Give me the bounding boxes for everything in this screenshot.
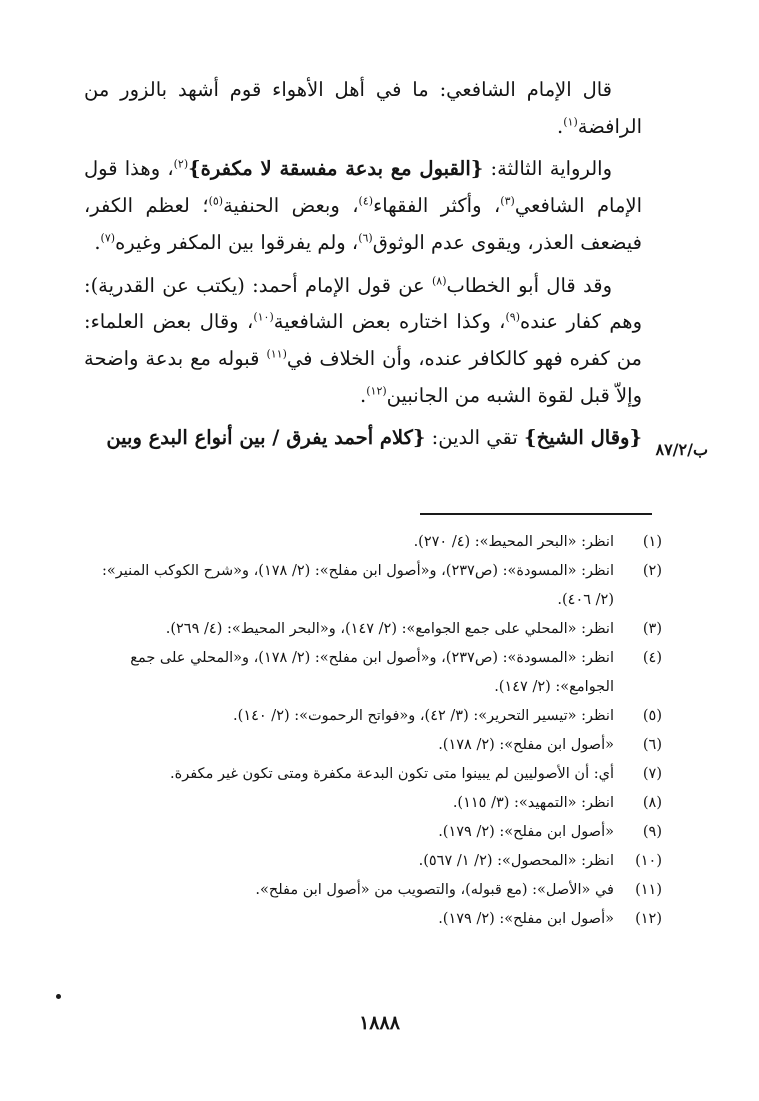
footnote-text: «أصول ابن مفلح»: (٢/ ١٧٩). bbox=[438, 824, 614, 840]
footnote-number: (٤) bbox=[642, 650, 662, 666]
footnote-text: انظر: «تيسير التحرير»: (٣/ ٤٢)، و«فواتح الرحموت»: (٢/ ١٤٠). bbox=[233, 708, 614, 724]
footnote-text: انظر: «المسودة»: (ص٢٣٧)، و«أصول ابن مفلح»: (٢/ ١٧٨)، و«المحلي على جمع الجوامع»: (٢/ ١٤٧). bbox=[130, 650, 614, 695]
footnote-number: (٦) bbox=[642, 737, 662, 753]
page-number: ١٨٨٨ bbox=[359, 1012, 400, 1034]
bold-quote: {وقال الشيخ} bbox=[524, 426, 642, 450]
footnote-ref-11: (١١) bbox=[266, 347, 287, 361]
footnote-text: انظر: «البحر المحيط»: (٤/ ٢٧٠). bbox=[413, 534, 614, 550]
footnote-number: (٢) bbox=[642, 563, 662, 579]
footnote bbox=[84, 876, 662, 905]
footnote-text: انظر: «المسودة»: (ص٢٣٧)، و«أصول ابن مفلح»: (٢/ ١٧٨)، و«شرح الكوكب المنير»: (٢/ ٤٠٦). bbox=[101, 563, 614, 608]
footnote-ref-1: (١) bbox=[563, 115, 578, 129]
footnote-ref-5: (٥) bbox=[208, 194, 224, 208]
footnote bbox=[84, 528, 662, 557]
footnote bbox=[84, 789, 662, 818]
footnote bbox=[84, 818, 662, 847]
paragraph-text: قبوله مع بدعة واضحة وإلاّ قبل لقوة الشبه من الجانبين bbox=[84, 346, 642, 407]
footnote-ref-3: (٣) bbox=[500, 194, 515, 208]
paragraph-text: ، وبعض الحنفية bbox=[223, 194, 359, 218]
paragraph-text: وقد قال أبو الخطاب bbox=[446, 273, 612, 297]
footnote-number: (١٢) bbox=[635, 911, 662, 927]
paragraph-4 bbox=[84, 420, 642, 457]
footnote-number: (١٠) bbox=[635, 853, 662, 869]
paragraph-text: ، ولم يفرقوا بين المكفر وغيره bbox=[115, 230, 359, 254]
paragraph-3 bbox=[84, 268, 642, 415]
footnote bbox=[84, 702, 662, 731]
footnote-ref-4: (٤) bbox=[358, 194, 374, 208]
footnote-text: في «الأصل»: (مع قبوله)، والتصويب من «أصول ابن مفلح». bbox=[255, 882, 614, 898]
footnote-text: أي: أن الأصوليين لم يبينوا متى تكون البدعة مكفرة ومتى تكون غير مكفرة. bbox=[170, 766, 614, 782]
paragraph-text: قال الإمام الشافعي: ما في أهل الأهواء قوم أشهد بالزور من الرافضة bbox=[84, 78, 642, 138]
footnote-number: (١١) bbox=[635, 882, 662, 898]
footnote bbox=[84, 760, 662, 789]
footnote-ref-9: (٩) bbox=[505, 310, 520, 324]
footnote bbox=[84, 557, 662, 615]
ink-dot bbox=[56, 994, 61, 999]
paragraph-text: ، وأكثر الفقهاء bbox=[373, 194, 501, 218]
footnote-text: انظر: «المحصول»: (٢/ ١/ ٥٦٧). bbox=[418, 853, 614, 869]
bold-quote: {كلام أحمد يفرق / بين أنواع البدع وبين bbox=[106, 426, 426, 450]
footnote bbox=[84, 847, 662, 876]
paragraph-text: والرواية الثالثة: bbox=[483, 157, 613, 181]
footnote-number: (٩) bbox=[642, 824, 662, 840]
paragraph-text: ، وكذا اختاره بعض الشافعية bbox=[273, 310, 506, 334]
footnotes bbox=[84, 528, 662, 934]
footnote-text: «أصول ابن مفلح»: (٢/ ١٧٨). bbox=[438, 737, 614, 753]
punctuation: . bbox=[557, 114, 564, 138]
paragraph-text: عن قول الإمام أحمد: (يكتب عن القدرية): وهم كفار عنده bbox=[84, 273, 642, 334]
main-text bbox=[84, 72, 642, 457]
footnote-text: انظر: «المحلي على جمع الجوامع»: (٢/ ١٤٧)، و«البحر المحيط»: (٤/ ٢٦٩). bbox=[165, 621, 614, 637]
footnote bbox=[84, 615, 662, 644]
paragraph-1 bbox=[84, 72, 642, 145]
footnote bbox=[84, 905, 662, 934]
footnote-number: (٨) bbox=[642, 795, 662, 811]
manuscript-folio-note: ب/٨٧/٢ bbox=[655, 440, 708, 459]
footnote-number: (٣) bbox=[642, 621, 662, 637]
paragraph-text: ؛ لعظم الكفر، فيضعف العذر، ويقوى عدم الوثوق bbox=[84, 194, 642, 254]
paragraph-text: تقي الدين: bbox=[425, 426, 525, 450]
footnote bbox=[84, 731, 662, 760]
footnote-ref-6: (٦) bbox=[358, 231, 373, 245]
paragraph-text: ، وهذا قول الإمام الشافعي bbox=[84, 157, 642, 218]
bold-quote: {القبول مع بدعة مفسقة لا مكفرة} bbox=[188, 157, 484, 181]
footnote-ref-12: (١٢) bbox=[366, 384, 387, 398]
paragraph-text: ، وقال بعض العلماء: من كفره فهو كالكافر عنده، وأن الخلاف في bbox=[84, 310, 642, 370]
footnote-number: (٥) bbox=[642, 708, 662, 724]
footnote-number: (١) bbox=[642, 534, 662, 550]
punctuation: . bbox=[94, 230, 101, 254]
footnote bbox=[84, 644, 662, 702]
footnote-text: «أصول ابن مفلح»: (٢/ ١٧٩). bbox=[438, 911, 614, 927]
footnote-ref-8: (٨) bbox=[432, 274, 447, 288]
punctuation: . bbox=[360, 383, 367, 407]
paragraph-2 bbox=[84, 151, 642, 261]
footnote-ref-10: (١٠) bbox=[253, 310, 274, 324]
footnote-number: (٧) bbox=[642, 766, 662, 782]
footnote-text: انظر: «التمهيد»: (٣/ ١١٥). bbox=[452, 795, 614, 811]
footnote-divider bbox=[420, 513, 652, 515]
footnote-ref-2: (٢) bbox=[173, 157, 189, 171]
footnote-ref-7: (٧) bbox=[100, 231, 116, 245]
